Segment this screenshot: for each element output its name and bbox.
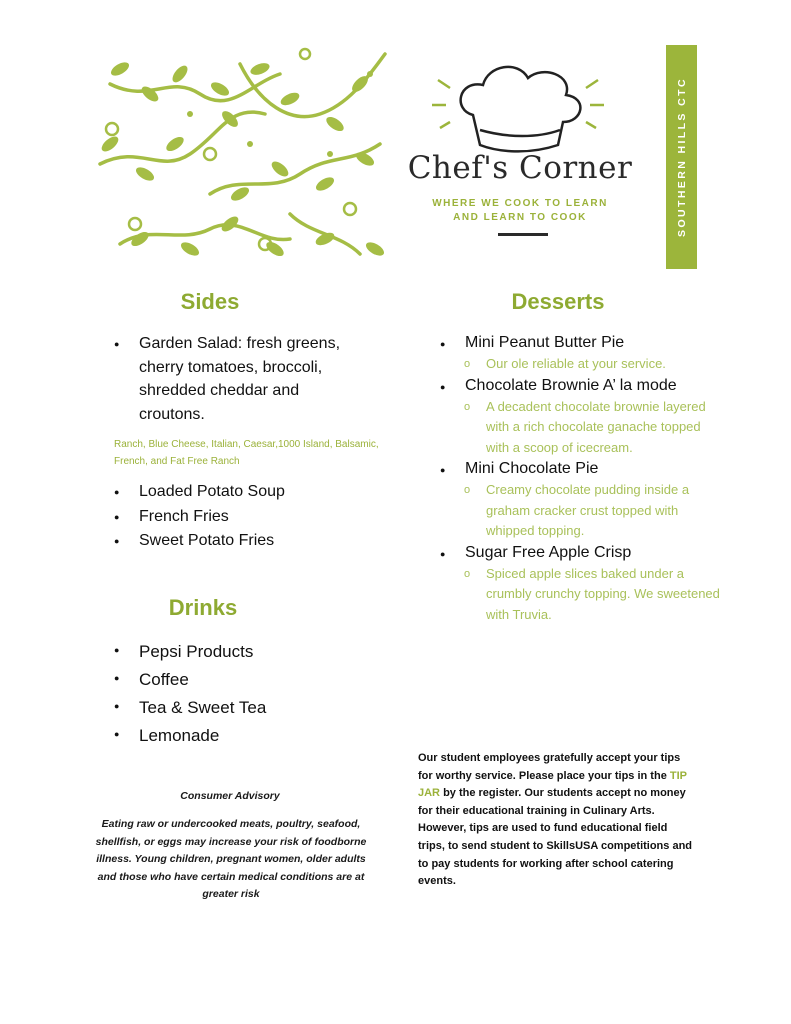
dessert-description: o A decadent chocolate brownie layered with a rich chocolate ganache topped with a scoop of icecream. (440, 397, 716, 459)
dessert-description: o Creamy chocolate pudding inside a graham cracker crust topped with whipped topping. (440, 480, 726, 542)
sides-list-top (114, 332, 364, 426)
list-item: ● Sweet Potato Fries (114, 529, 364, 554)
list-item: ● Tea & Sweet Tea (114, 694, 364, 722)
vine-illustration (90, 44, 390, 270)
brand-title: Chef's Corner (407, 150, 633, 186)
brand-tagline (404, 197, 636, 225)
desserts-heading: Desserts (511, 289, 605, 314)
tips-notice (418, 750, 692, 891)
drinks-list (114, 638, 364, 750)
sides-heading: Sides (180, 289, 240, 314)
dessert-description: o Spiced apple slices baked under a crumbly crunchy topping. We sweetened with Truvia. (440, 564, 721, 626)
side-band (666, 45, 697, 269)
dressing-options: Ranch, Blue Cheese, Italian, Caesar,1000 Island, Balsamic, French, and Fat Free Ranch (114, 439, 379, 467)
list-item: ● Coffee (114, 666, 364, 694)
list-item: ● Sugar Free Apple Crisp (440, 542, 710, 564)
side-band-text: SOUTHERN HILLS CTC (675, 77, 688, 237)
sides-list (114, 480, 364, 554)
tagline-line-1: WHERE WE COOK TO LEARN (432, 198, 608, 209)
tagline-line-2: AND LEARN TO COOK (453, 212, 587, 223)
list-item: ● Chocolate Brownie A’ la mode (440, 375, 710, 397)
list-item: ● Loaded Potato Soup (114, 480, 364, 505)
list-item: ● Lemonade (114, 722, 364, 750)
drinks-heading: Drinks (168, 595, 238, 620)
tip-jar-highlight: TIP JAR (418, 769, 687, 800)
brand-divider (498, 233, 548, 236)
list-item: ● Garden Salad: fresh greens, cherry tomatoes, broccoli, shredded cheddar and croutons. (114, 332, 364, 426)
list-item: ● Mini Peanut Butter Pie (440, 332, 710, 354)
chef-hat-icon (418, 60, 618, 160)
advisory-body: Eating raw or undercooked meats, poultry, seafood, shellfish, or eggs may increase your risk of foodborne illness. Young children, pregnant women, older adults and those who have certain medical conditions are at greater risk (95, 818, 367, 900)
list-item: ● Mini Chocolate Pie (440, 458, 710, 480)
advisory-title: Consumer Advisory (180, 790, 280, 802)
list-item: ● Pepsi Products (114, 638, 364, 666)
dessert-description: o Our ole reliable at your service. (440, 354, 686, 375)
desserts-list (440, 332, 720, 625)
list-item: ● French Fries (114, 505, 364, 530)
tips-text-cont: by the register. Our students accept no money for their educational training in Culinary Arts. However, tips are used to fund educational field trips, to send student to SkillsUSA competitions and to pay students for working after school catering events. (418, 787, 693, 888)
tips-text: Our student employees gratefully accept your tips for worthy service. Please place your tips in the (418, 752, 681, 782)
